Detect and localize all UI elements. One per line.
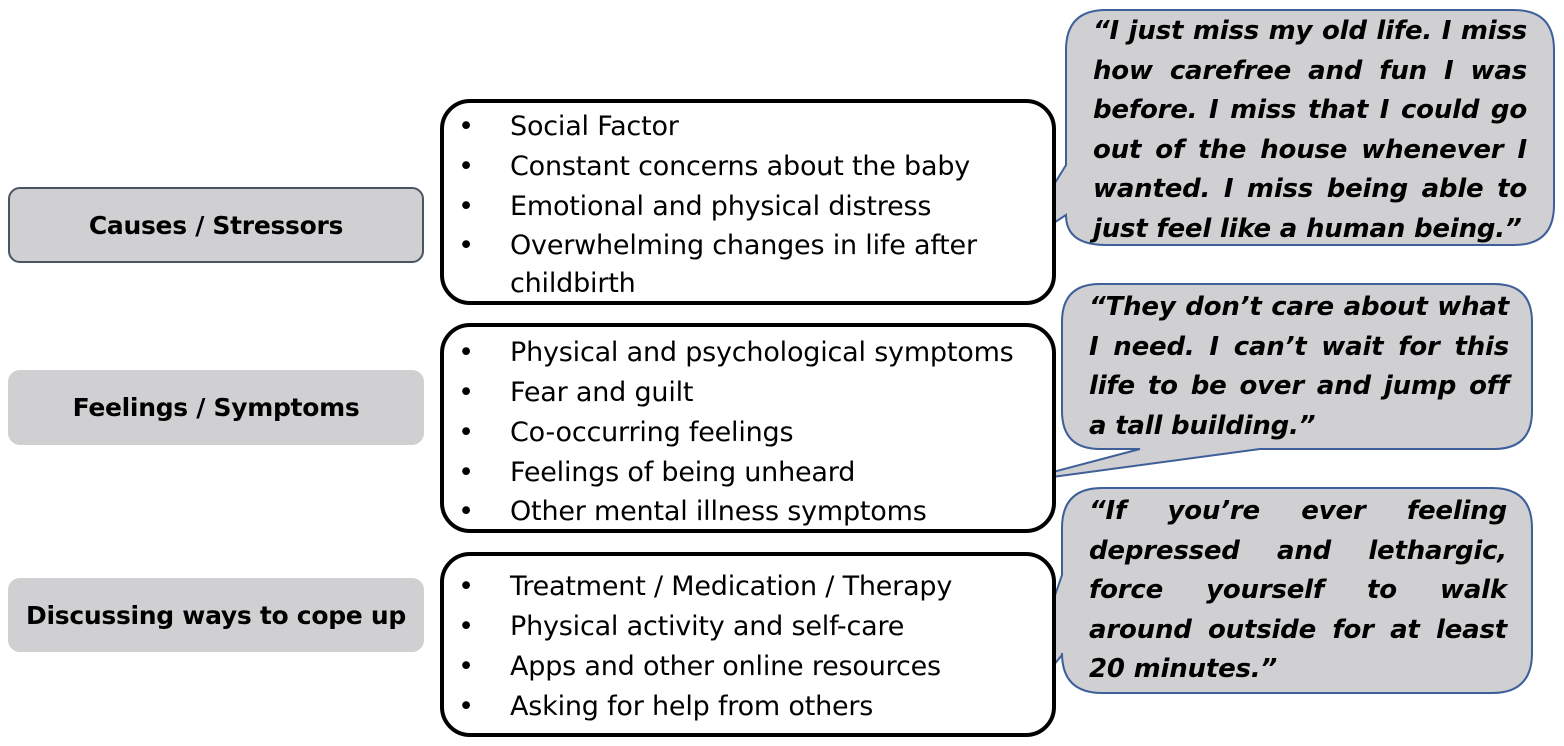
list-item: • Co-occurring feelings [444, 413, 1052, 453]
quote-coping: “If you’re ever feeling depressed and lethargic, force yourself to walk around outside for at least 20 minutes.” [1089, 496, 1507, 684]
category-label-text: Feelings / Symptoms [72, 393, 360, 422]
list-item: • Other mental illness symptoms [444, 493, 1052, 531]
bullet-icon: • [458, 377, 474, 408]
bullet-icon: • [458, 111, 474, 142]
bullet-icon: • [458, 457, 474, 488]
list-item: • Feelings of being unheard [444, 453, 1052, 493]
list-box-causes [440, 99, 1056, 305]
list-item: • Overwhelming changes in life after childbirth [444, 227, 1052, 303]
bullet-icon: • [458, 417, 474, 448]
bullet-icon: • [458, 611, 474, 642]
list-item: • Social Factor [444, 107, 1052, 147]
category-label-text: Discussing ways to cope up [26, 600, 406, 630]
bullet-icon: • [458, 651, 474, 682]
bullet-list [444, 107, 1052, 303]
bullet-icon: • [458, 151, 474, 182]
list-item: • Fear and guilt [444, 373, 1052, 413]
bullet-icon: • [458, 571, 474, 602]
category-label-coping [8, 578, 424, 652]
list-item: • Constant concerns about the baby [444, 147, 1052, 187]
category-label-text: Causes / Stressors [88, 210, 344, 240]
bullet-icon: • [458, 691, 474, 722]
list-item: • Asking for help from others [444, 687, 1052, 727]
bullet-icon: • [458, 191, 474, 222]
bullet-icon: • [458, 496, 474, 527]
bullet-icon: • [458, 230, 474, 261]
bullet-list [444, 333, 1052, 531]
quote-feelings: “They don’t care about what I need. I can’t wait for this life to be over and jump off a tall building.” [1089, 292, 1509, 441]
quote-causes: “I just miss my old life. I miss how carefree and fun I was before. I miss that I could go out of the house whenever I wanted. I miss being able to just feel like a human being.” [1093, 16, 1527, 244]
list-item: • Physical and psychological symptoms [444, 333, 1052, 373]
category-label-causes [8, 187, 424, 263]
bullet-icon: • [458, 337, 474, 368]
category-label-feelings [8, 370, 424, 445]
list-item: • Apps and other online resources [444, 647, 1052, 687]
list-item: • Treatment / Medication / Therapy [444, 567, 1052, 607]
list-item: • Physical activity and self-care [444, 607, 1052, 647]
bullet-list [444, 567, 1052, 727]
list-box-coping [440, 552, 1056, 737]
list-box-feelings [440, 323, 1056, 533]
list-item: • Emotional and physical distress [444, 187, 1052, 227]
